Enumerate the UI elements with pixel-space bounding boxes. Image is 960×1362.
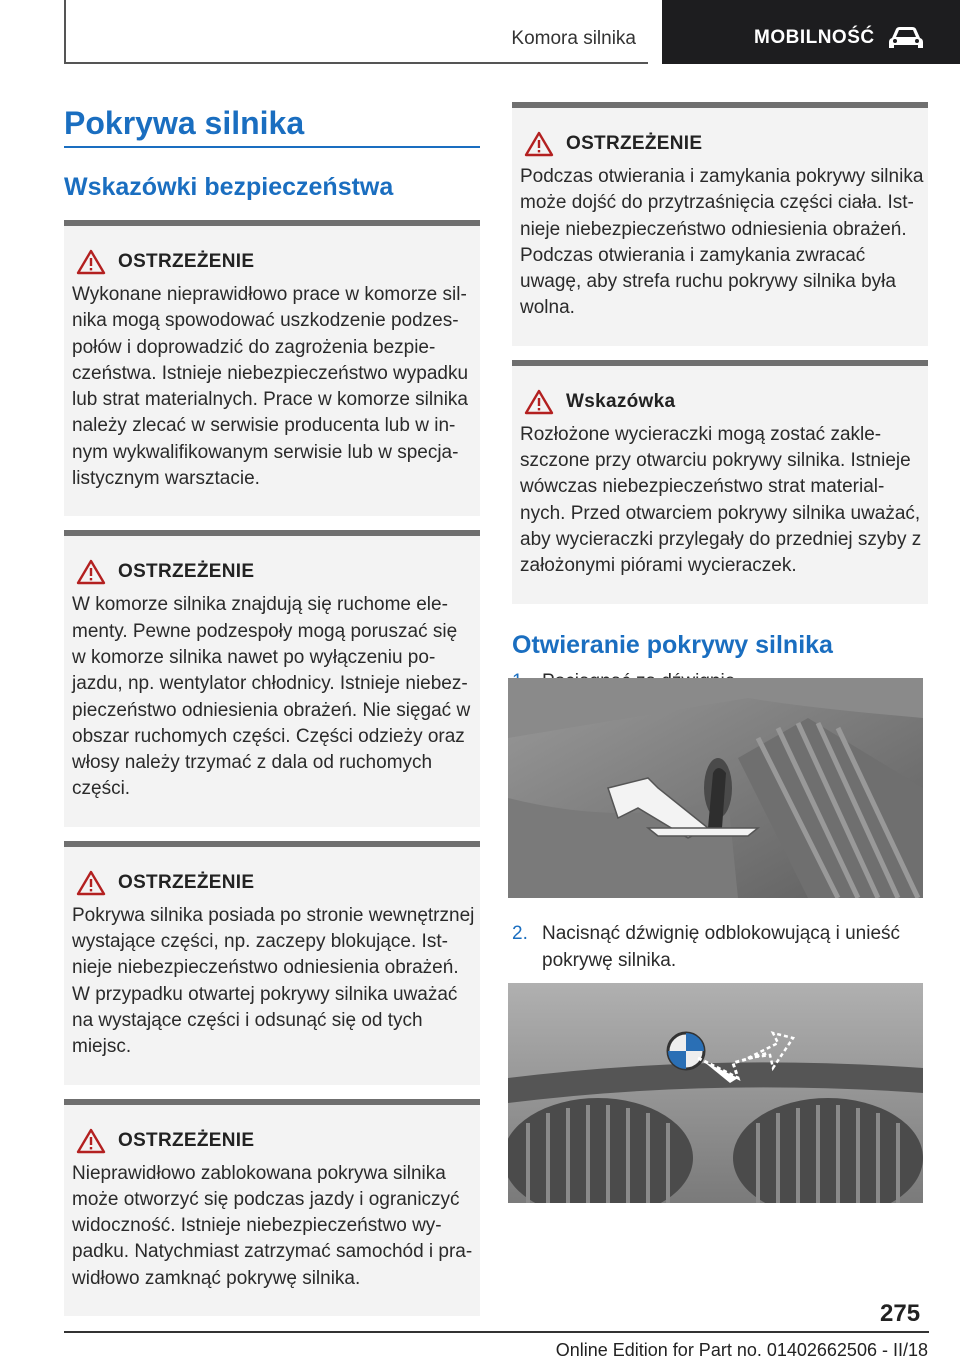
warning-title: OSTRZEŻENIE	[118, 561, 255, 583]
warning-triangle-icon	[76, 870, 106, 896]
warning-box	[64, 841, 480, 1085]
warning-title: OSTRZEŻENIE	[118, 1129, 255, 1151]
lever-photo	[508, 678, 923, 898]
text-line: Podczas otwierania i zamykania pokrywy silnika	[520, 166, 924, 187]
text-line: nieje niebezpieczeństwo odniesienia obrażeń.	[72, 957, 459, 979]
warning-title: OSTRZEŻENIE	[566, 133, 703, 154]
text-line: widłowo zamknąć pokrywę silnika.	[72, 1267, 361, 1289]
bonnet-illustration	[508, 983, 923, 1203]
text-line: jazdu, np. wentylator chłodnicy. Istnieje niebez-	[72, 673, 468, 695]
left-column	[64, 100, 480, 1316]
footer-rule	[64, 1331, 929, 1333]
warning-text	[72, 282, 472, 492]
text-line: szczone przy otwarciu pokrywy silnika. Istnieje	[520, 450, 911, 472]
warning-title: OSTRZEŻENIE	[118, 871, 255, 893]
text-line: Wykonane nieprawidłowo prace w komorze sil-	[72, 284, 467, 305]
text-line: może otworzyć się podczas jazdy i ograniczyć	[72, 1188, 460, 1210]
warning-box	[64, 530, 480, 826]
text-line: części.	[72, 778, 131, 800]
text-line: założonymi piórami wycieraczek.	[520, 555, 797, 577]
warning-text	[72, 592, 472, 802]
header-divider	[64, 0, 66, 64]
warning-triangle-icon	[524, 131, 554, 157]
text-line: nych. Przed otwarciem pokrywy silnika uważać,	[520, 502, 921, 524]
note-box	[512, 360, 928, 604]
note-title: Wskazówka	[566, 390, 676, 412]
text-line: połów i doprowadzić do zagrożenia bezpie-	[72, 336, 436, 358]
text-line: wolna.	[520, 297, 575, 319]
text-line: obszar ruchomych części. Części odzieży oraz	[72, 725, 465, 747]
warning-triangle-icon	[76, 1128, 106, 1154]
warning-text	[72, 1161, 472, 1292]
text-line: lub strat materialnych. Prace w komorze silnika	[72, 389, 468, 411]
text-line: pieczeństwo odniesienia obrażeń. Nie sięgać w	[72, 699, 471, 721]
page-title: Pokrywa silnika	[64, 105, 305, 141]
text-line: nika mogą spowodować uszkodzenie podzes-	[72, 310, 459, 332]
text-line: w komorze silnika nawet po wyłączeniu po-	[72, 646, 436, 668]
warning-box	[512, 102, 928, 346]
step-text: pokrywę silnika.	[542, 950, 677, 971]
header-section-title: Komora silnika	[511, 28, 636, 49]
text-line: Nieprawidłowo zablokowana pokrywa silnika	[72, 1162, 446, 1184]
step-item	[512, 920, 900, 974]
text-line: miejsc.	[72, 1036, 132, 1058]
note-text	[520, 422, 920, 580]
text-line: listycznym warsztacie.	[72, 468, 260, 490]
warning-triangle-icon	[76, 249, 106, 275]
page-number: 275	[880, 1300, 921, 1327]
warning-title: OSTRZEŻENIE	[118, 251, 255, 272]
text-line: W komorze silnika znajdują się ruchome ele-	[72, 594, 448, 616]
section-heading: Wskazówki bezpieczeństwa	[64, 173, 394, 201]
step-number: 2.	[512, 923, 528, 944]
warning-box	[64, 1099, 480, 1316]
warning-box	[64, 220, 480, 516]
text-line: wystające części, np. zaczepy blokujące. Ist-	[72, 931, 448, 953]
text-line: widoczność. Istnieje niebezpieczeństwo wy-	[72, 1215, 442, 1237]
header-underline	[64, 62, 648, 64]
text-line: nym wykwalifikowanym serwisie lub w specja-	[72, 441, 459, 463]
warning-triangle-icon	[524, 389, 554, 415]
chapter-tab[interactable]	[662, 0, 960, 64]
step-text: Nacisnąć dźwignię odblokowującą i unieść	[542, 923, 901, 944]
text-line: padku. Natychmiast zatrzymać samochód i pra-	[72, 1241, 473, 1263]
text-line: wówczas niebezpieczeństwo strat material-	[520, 476, 885, 498]
text-line: może dojść do przytrzaśnięcia części ciała. Ist-	[520, 192, 914, 214]
text-line: Pokrywa silnika posiada po stronie wewnętrznej	[72, 904, 475, 926]
warning-text	[72, 903, 475, 1061]
warning-triangle-icon	[76, 559, 106, 585]
text-line: należy zlecać w serwisie producenta lub w in-	[72, 415, 456, 437]
section-heading-opening: Otwieranie pokrywy silnika	[512, 630, 833, 659]
text-line: nieje niebezpieczeństwo odniesienia obrażeń.	[520, 218, 907, 240]
warning-text	[520, 164, 924, 322]
title-rule	[64, 146, 480, 148]
text-line: Podczas otwierania i zamykania zwracać	[520, 244, 866, 266]
chapter-tab-label: MOBILNOŚĆ	[754, 27, 875, 48]
lever-illustration	[508, 678, 923, 898]
edition-note: Online Edition for Part no. 01402662506 - II/18	[555, 1340, 928, 1360]
text-line: Rozłożone wycieraczki mogą zostać zakle-	[520, 423, 882, 445]
text-line: czeństwa. Istnieje niebezpieczeństwo wypadku	[72, 362, 469, 384]
text-line: uwagę, aby strefa ruchu pokrywy silnika była	[520, 271, 896, 293]
right-column	[512, 102, 928, 695]
text-line: włosy należy trzymać z dala od ruchomych	[72, 752, 433, 774]
text-line: na wystające części i odsunąć się od tych	[72, 1009, 423, 1031]
text-line: W przypadku otwartej pokrywy silnika uważać	[72, 983, 458, 1005]
bonnet-photo	[508, 983, 923, 1203]
text-line: menty. Pewne podzespoły mogą poruszać się	[72, 620, 458, 642]
car-icon	[887, 24, 925, 52]
text-line: aby wycieraczki przylegały do przedniej szyby z	[520, 528, 922, 550]
